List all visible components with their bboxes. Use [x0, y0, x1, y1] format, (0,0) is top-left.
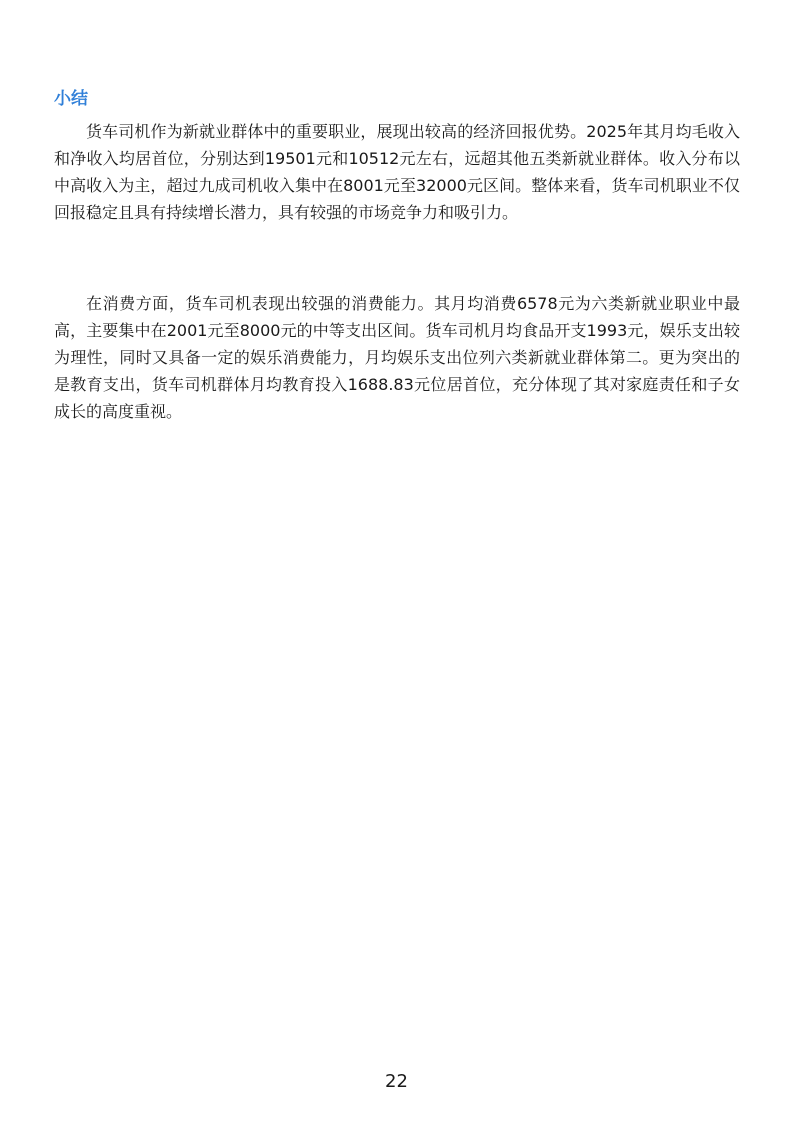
paragraph-consumption: 在消费方面，货车司机表现出较强的消费能力。其月均消费6578元为六类新就业职业中最高，主要集中在2001元至8000元的中等支出区间。货车司机月均食品开支1993元，娱乐支出较为理性，同时又具备一定的娱乐消费能力，月均娱乐支出位列六类新就业群体第二。更为突出的是教育支出，货车司机群体月均教育投入1688.83元位居首位，充分体现了其对家庭责任和子女成长的高度重视。	[54, 294, 740, 421]
section-title: 小结	[54, 89, 88, 109]
paragraph-income: 货车司机作为新就业群体中的重要职业，展现出较高的经济回报优势。2025年其月均毛收入和净收入均居首位，分别达到19501元和10512元左右，远超其他五类新就业群体。收入分布以中高收入为主，超过九成司机收入集中在8001元至32000元区间。整体来看，货车司机职业不仅回报稳定且具有持续增长潜力，具有较强的市场竞争力和吸引力。	[54, 122, 740, 222]
page-number: 22	[385, 1071, 408, 1092]
